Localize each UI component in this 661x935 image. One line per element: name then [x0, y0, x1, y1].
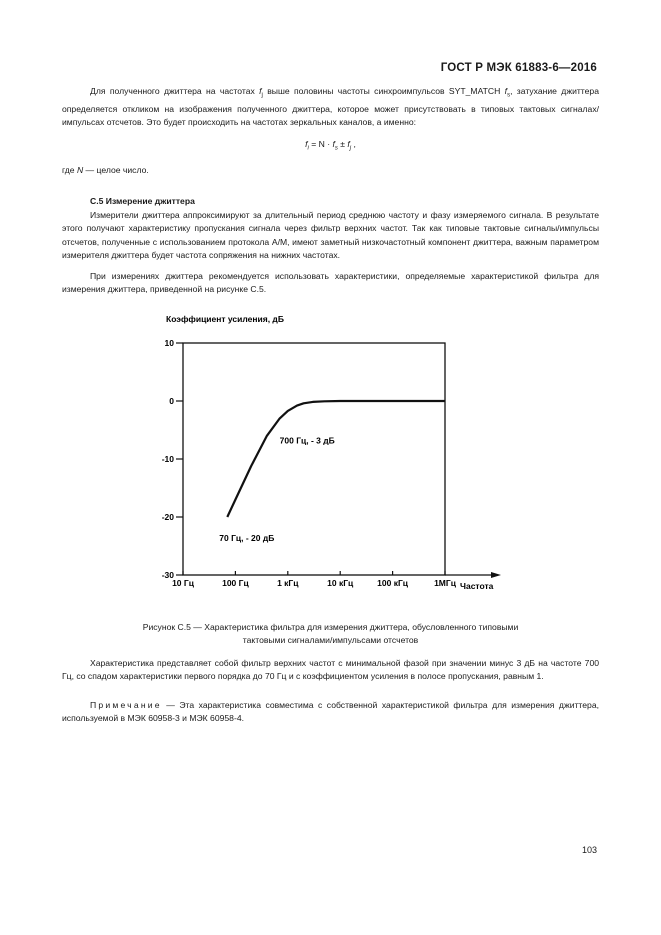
y-axis-label: Коэффициент усиления, дБ — [166, 314, 284, 324]
document-header: ГОСТ Р МЭК 61883-6—2016 — [440, 62, 597, 74]
y-tick-label: -30 — [161, 570, 174, 580]
x-axis-arrow — [491, 572, 501, 578]
filter-response-line — [227, 401, 445, 517]
figure-caption: Рисунок С.5 — Характеристика фильтра для измерения джиттера, обусловленного типовыми тактовыми сигналами/импульсами отсчетов — [142, 622, 519, 646]
y-tick-label: -10 — [161, 454, 174, 464]
x-tick-label: 10 Гц — [172, 578, 194, 588]
x-tick-label: 100 Гц — [222, 578, 249, 588]
paragraph-jitter-meters: Измерители джиттера аппроксимируют за длительный период среднюю частоту и фазу измеряемого сигнала. В результате этого получают характеристику пропускания сигнала через фильтр верхних частот. Так как типовые тактовые сигналы/импульсы отсчетов, полученные с использованием протокола А/М, имеют заметный низкочастотный компонент джиттера, важным параметром измерителя джиттера будет частота сопряжения на нижних частотах. — [62, 210, 599, 260]
y-tick-label: 0 — [169, 396, 174, 406]
formula: $f_i = N \cdot f_s \pm f_j$ , — [305, 139, 356, 152]
paragraph-characteristic: Характеристика представляет собой фильтр верхних частот с минимальной фазой при значении минус 3 дБ на частоте 700 Гц, со спадом характеристики первого порядка до 70 Гц и с коэффициентом усиления в полосе пропускания, равным 1. — [62, 658, 599, 682]
x-tick-label: 100 кГц — [377, 578, 409, 588]
annotation-label: 70 Гц, - 20 дБ — [219, 533, 275, 543]
x-axis-label: Частота — [460, 581, 494, 591]
note: Примечание — Эта характеристика совместима с собственной характеристикой фильтра для измерения джиттера, используемой в МЭК 60958-3 и МЭК 60958-4. — [62, 700, 599, 724]
x-tick-label: 10 кГц — [327, 578, 354, 588]
jitter-filter-chart — [0, 305, 661, 610]
y-tick-label: -20 — [161, 512, 174, 522]
paragraph-jitter-images: Для полученного джиттера на частотах $f_j$ выше половины частоты синхроимпульсов SYT_MATCH $f_s$, затухание джиттера определяется откликом на изображения полученного джиттера, которое может присутствовать в типовых тактовых сигналах/импульсах отсчетов. Это будет происходить на частотах зеркальных каналов, а именно: — [62, 86, 599, 128]
y-tick-label: 10 — [164, 338, 174, 348]
section-title: С.5 Измерение джиттера — [90, 196, 195, 206]
page-number: 103 — [581, 845, 597, 855]
paragraph-recommendation: При измерениях джиттера рекомендуется использовать характеристики, определяемые характеристикой фильтра для измерения джиттера, приведенной на рисунке С.5. — [62, 271, 599, 295]
formula-where: где N — целое число. — [62, 165, 149, 175]
x-tick-label: 1МГц — [434, 578, 456, 588]
x-tick-label: 1 кГц — [277, 578, 299, 588]
annotation-label: 700 Гц, - 3 дБ — [279, 435, 335, 446]
